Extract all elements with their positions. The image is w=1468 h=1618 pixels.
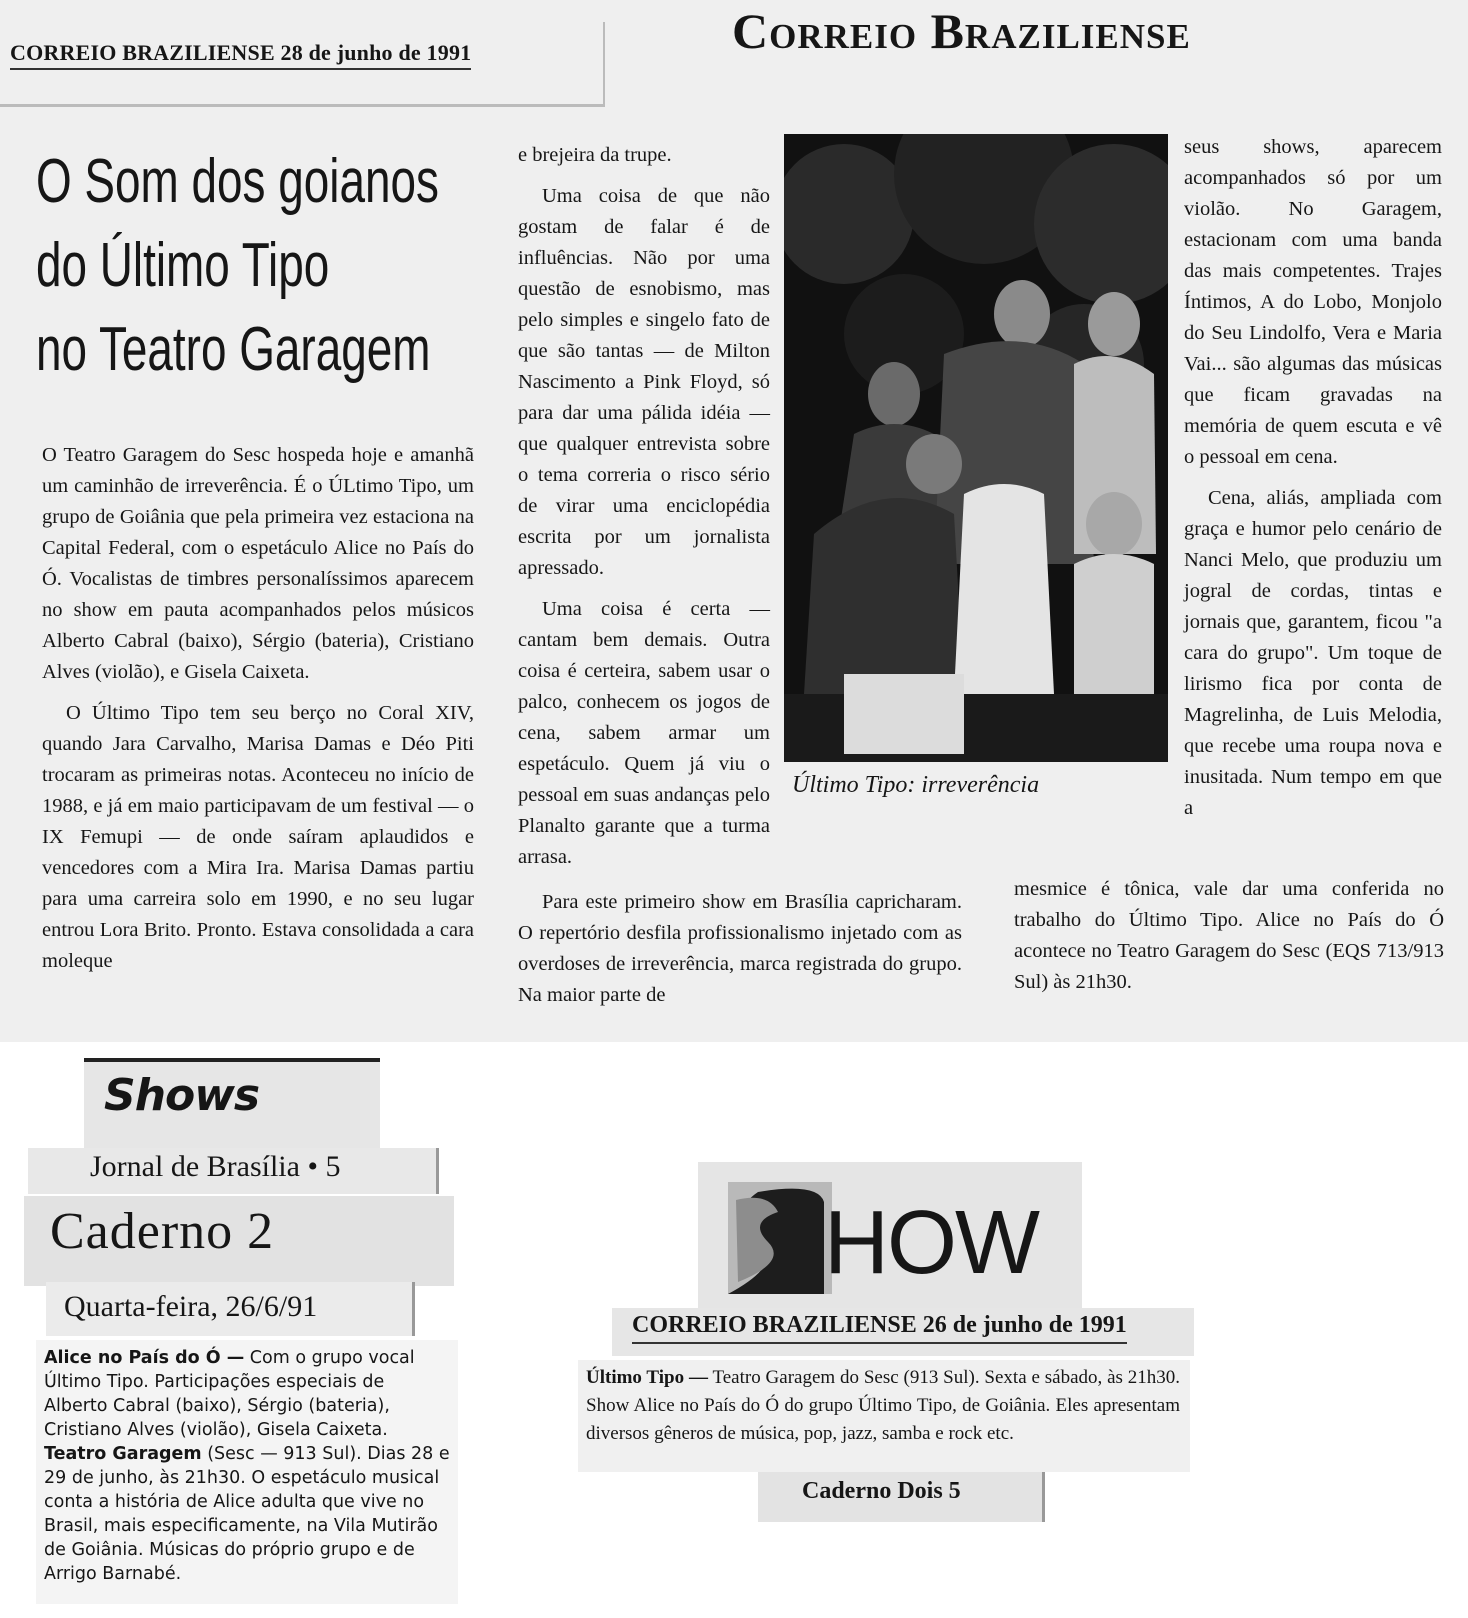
correio-masthead: CORREIO BRAZILIENSE 26 de junho de 1991 [632, 1312, 1127, 1344]
band-photo [784, 134, 1168, 762]
headline-line-1: O Som dos goianos [36, 147, 439, 216]
article-bottom-left [518, 887, 962, 1011]
photo-caption: Último Tipo: irreverência [792, 772, 1040, 798]
headline-line-3: no Teatro Garagem [36, 315, 431, 384]
masthead-date: CORREIO BRAZILIENSE 28 de junho de 1991 [10, 40, 471, 70]
article-paragraph: Para este primeiro show em Brasília capricharam. O repertório desfila profissionalismo injetado com as overdoses de irreverência, marca registrada do grupo. Na maior parte de [518, 891, 962, 1006]
listing-venue: Teatro Garagem [44, 1444, 202, 1464]
article-paragraph: Uma coisa é certa — cantam bem demais. Outra coisa é certeira, sabem usar o palco, conhecem os jogos de cena, sabem armar um espetáculo. Quem já viu o pessoal em suas andanças pelo Planalto garante que a turma arrasa. [518, 598, 770, 868]
correio-listing [578, 1360, 1190, 1472]
clipping-date: Quarta-feira, 26/6/91 [64, 1290, 318, 1323]
show-logo-text: HOW [824, 1193, 1038, 1293]
article-paragraph: O Último Tipo tem seu berço no Coral XIV, quando Jara Carvalho, Marisa Damas e Déo Piti trocaram as primeiras notas. Aconteceu no início de 1988, e já em maio participavam de um festival — o IX Femupi — de onde saíram aplaudidos e vencedores com a Mira Ira. Marisa Damas partiu para uma carreira solo em 1990, e no seu lugar entrou Lora Brito. Pronto. Estava consolidada a cara moleque [42, 702, 474, 972]
headline-line-2: do Último Tipo [36, 231, 330, 300]
listing-text-2: (Sesc — 913 Sul). Dias 28 e 29 de junho, às 21h30. O espetáculo musical conta a história de Alice adulta que vive no Brasil, mais especificamente, na Vila Mutirão de Goiânia. Músicas do próprio grupo e de Arrigo Barnabé. [44, 1444, 450, 1584]
article-paragraph: O Teatro Garagem do Sesc hospeda hoje e amanhã um caminhão de irreverência. É o ÚLtimo Tipo, um grupo de Goiânia que pela primeira vez estaciona na Capital Federal, com o espetáculo Alice no País do Ó. Vocalistas de timbres personalíssimos aparecem no show em pauta acompanhados pelos músicos Alberto Cabral (baixo), Sérgio (bateria), Cristiano Alves (violão), e Gisela Caixeta. [42, 444, 474, 683]
listing-paragraph [44, 1346, 452, 1586]
caderno-2-title: Caderno 2 [50, 1203, 275, 1260]
newspaper-logo: Correio Braziliense [732, 3, 1191, 59]
article-column-1 [42, 440, 474, 977]
paper-name-page: Jornal de Brasília • 5 [90, 1150, 341, 1183]
caderno-dois-label: Caderno Dois 5 [802, 1478, 961, 1504]
article-headline [36, 140, 439, 392]
article-paragraph: seus shows, aparecem acompanhados só por um violão. No Garagem, estacionam com uma banda das mais competentes. Trajes Íntimos, A do Lobo, Monjolo do Seu Lindolfo, Vera e Maria Vai... são algumas das músicas que ficam gravadas na memória de quem escuta e vê o pessoal em cena. [1184, 136, 1442, 468]
band-photo-image [784, 134, 1168, 762]
listing-title: Alice no País do Ó — [44, 1348, 245, 1368]
article-paragraph: mesmice é tônica, vale dar uma conferida no trabalho do Último Tipo. Alice no País do Ó acontece no Teatro Garagem do Sesc (EQS 713/913 Sul) às 21h30. [1014, 878, 1444, 993]
article-column-2 [518, 140, 770, 873]
article-paragraph: Uma coisa de que não gostam de falar é de influências. Não por uma questão de esnobismo, mas pelo simples e singelo fato de que são tantas — de Milton Nascimento a Pink Floyd, só para dar uma pálida idéia — que qualquer entrevista sobre o tema correria o risco sério de virar uma enciclopédia escrita por um jornalista apressado. [518, 185, 770, 579]
article-bottom-right [1014, 874, 1444, 998]
article-column-4 [1184, 132, 1442, 824]
correio-listing-title: Último Tipo — [586, 1367, 708, 1388]
correio-listing-paragraph [586, 1364, 1180, 1448]
listing-text: Com o grupo vocal Último Tipo. Participações especiais de Alberto Cabral (baixo), Sérgio (bateria), Cristiano Alves (violão), Gisela Caixeta. [44, 1348, 415, 1440]
shows-section-logo: Shows [104, 1070, 260, 1121]
article-paragraph: e brejeira da trupe. [518, 144, 672, 166]
correio-listing-text: Teatro Garagem do Sesc (913 Sul). Sexta e sábado, às 21h30. Show Alice no País do Ó do grupo Último Tipo, de Goiânia. Eles apresentam diversos gêneros de música, pop, jazz, samba e rock etc. [586, 1367, 1180, 1444]
article-paragraph: Cena, aliás, ampliada com graça e humor pelo cenário de Nanci Melo, que produziu um jogral de cordas, tintas e jornais que, garantem, ficou "a cara do grupo". Um toque de lirismo fica por conta de Magrelinha, de Luis Melodia, que recebe uma roupa nova e inusitada. Num tempo em que a [1184, 487, 1442, 819]
show-logo-s-graphic [728, 1182, 832, 1294]
event-listing [36, 1340, 458, 1604]
